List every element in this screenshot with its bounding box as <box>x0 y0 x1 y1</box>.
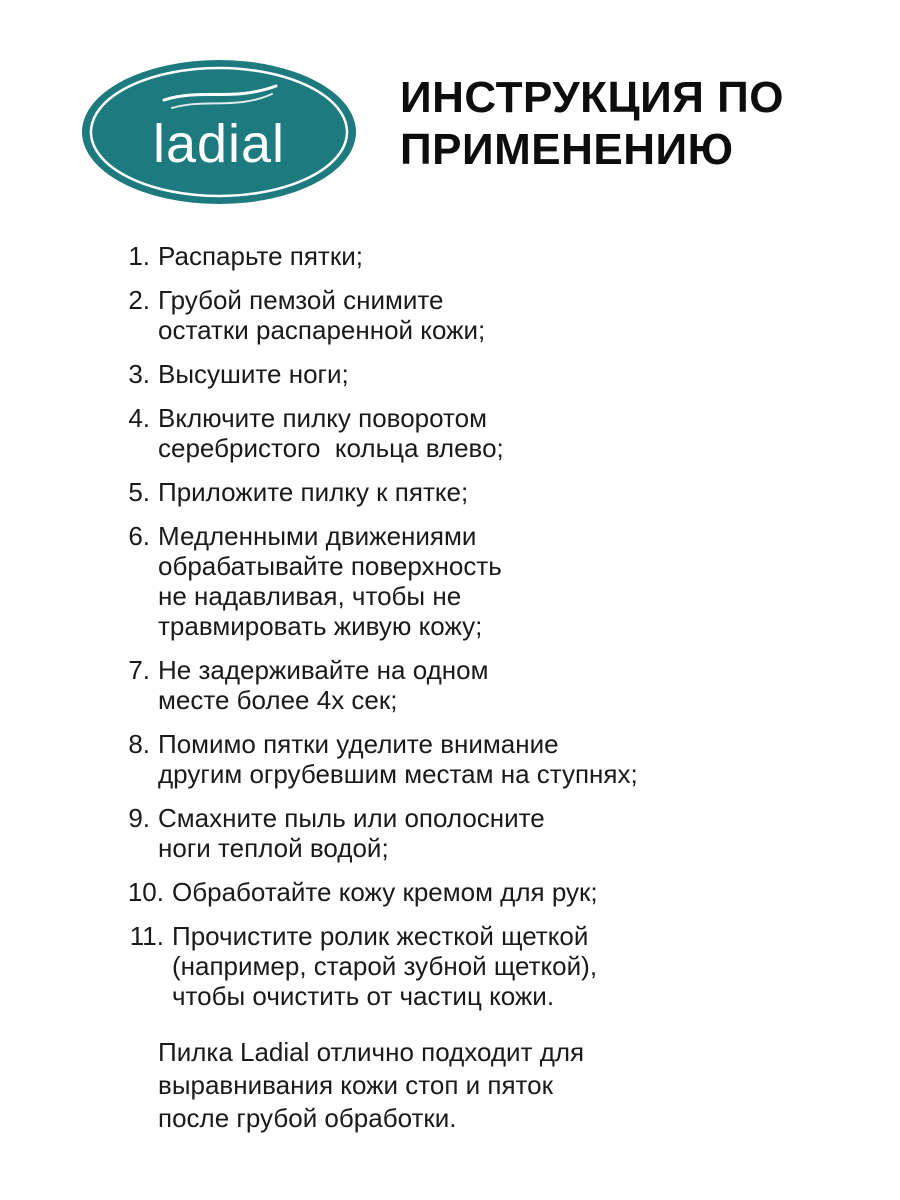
step-text <box>158 729 892 789</box>
note-line: выравнивания кожи стоп и пяток <box>158 1070 553 1100</box>
step-line: Приложите пилку к пятке; <box>158 477 469 507</box>
step-item <box>112 655 892 715</box>
step-line: Грубой пемзой снимите <box>158 285 444 315</box>
note-line: Пилка Ladial отлично подходит для <box>158 1037 585 1067</box>
step-line: Распарьте пятки; <box>158 241 363 271</box>
step-item <box>112 359 892 389</box>
step-item <box>112 241 892 271</box>
ladial-logo-icon <box>80 58 358 206</box>
step-line: месте более 4х сек; <box>158 685 398 715</box>
step-text <box>158 521 892 641</box>
step-line: Высушите ноги; <box>158 359 349 389</box>
step-number: 5. <box>128 477 150 507</box>
step-item <box>112 877 892 907</box>
step-line: другим огрубевшим местам на ступнях; <box>158 759 638 789</box>
step-item <box>112 921 892 1011</box>
step-line: Обработайте кожу кремом для рук; <box>172 877 598 907</box>
step-line: чтобы очистить от частиц кожи. <box>172 981 555 1011</box>
step-line: не надавливая, чтобы не <box>158 581 462 611</box>
step-item <box>112 477 892 507</box>
step-number: 11. <box>129 921 164 951</box>
step-line: травмировать живую кожу; <box>158 611 483 641</box>
step-text <box>158 359 892 389</box>
step-line: Не задерживайте на одном <box>158 655 489 685</box>
step-text <box>158 477 892 507</box>
brand-logo <box>80 58 358 206</box>
step-line: обрабатывайте поверхность <box>158 551 502 581</box>
step-line: (например, старой зубной щеткой), <box>172 951 598 981</box>
step-number: 2. <box>128 285 150 315</box>
step-line: Смахните пыль или ополосните <box>158 803 545 833</box>
step-text <box>158 285 892 345</box>
step-text <box>172 921 892 1011</box>
step-number: 3. <box>128 359 150 389</box>
step-number: 1. <box>128 241 150 271</box>
step-number: 8. <box>128 729 150 759</box>
step-line: остатки распаренной кожи; <box>158 315 486 345</box>
step-number: 6. <box>128 521 150 551</box>
step-line: Помимо пятки уделите внимание <box>158 729 559 759</box>
logo-wordmark: ladial <box>152 114 286 174</box>
step-number: 10. <box>127 877 164 907</box>
step-line: ноги теплой водой; <box>158 833 389 863</box>
closing-note <box>158 1036 584 1135</box>
step-item <box>112 285 892 345</box>
step-line: Прочистите ролик жесткой щеткой <box>172 921 589 951</box>
step-number: 7. <box>128 655 150 685</box>
step-text <box>158 403 892 463</box>
step-line: серебристого кольца влево; <box>158 433 504 463</box>
step-text <box>158 803 892 863</box>
step-text <box>158 241 892 271</box>
instruction-steps <box>112 241 892 1025</box>
step-item <box>112 729 892 789</box>
step-line: Включите пилку поворотом <box>158 403 487 433</box>
step-text <box>172 877 892 907</box>
step-item <box>112 803 892 863</box>
step-item <box>112 403 892 463</box>
page-title <box>400 72 784 176</box>
step-item <box>112 521 892 641</box>
step-number: 4. <box>128 403 150 433</box>
title-line-1: ИНСТРУКЦИЯ ПО <box>400 73 784 122</box>
note-line: после грубой обработки. <box>158 1103 457 1133</box>
step-line: Медленными движениями <box>158 521 477 551</box>
step-text <box>158 655 892 715</box>
step-number: 9. <box>128 803 150 833</box>
title-line-2: ПРИМЕНЕНИЮ <box>400 125 734 174</box>
